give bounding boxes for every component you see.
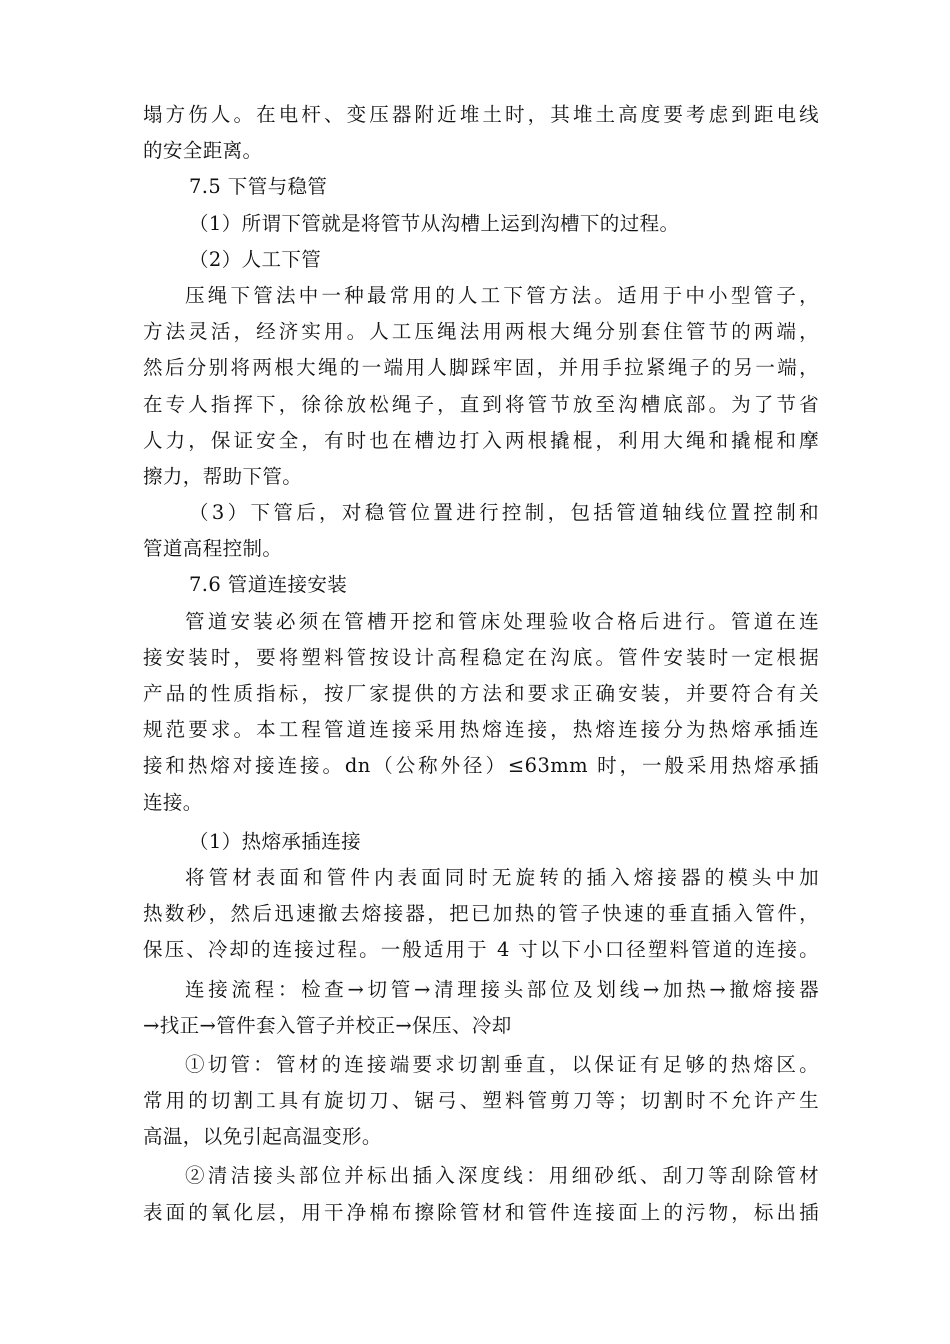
paragraph-line: 管道安装必须在管槽开挖和管床处理验收合格后进行。管道在连 bbox=[185, 609, 819, 633]
paragraph-line: →找正→管件套入管子并校正→保压、冷却 bbox=[143, 1013, 512, 1037]
paragraph-line: 擦力，帮助下管。 bbox=[143, 464, 303, 488]
subsection-heading: （1）热熔承插连接 bbox=[189, 829, 362, 853]
document-body bbox=[143, 97, 819, 1231]
list-item-1: （1）所谓下管就是将管节从沟槽上运到沟槽下的过程。 bbox=[189, 211, 680, 235]
paragraph-line: 连接流程：检查→切管→清理接头部位及划线→加热→撤熔接器 bbox=[185, 977, 819, 1001]
paragraph-line: 的安全距离。 bbox=[143, 139, 263, 163]
paragraph-line: 热数秒，然后迅速撤去熔接器，把已加热的管子快速的垂直插入管件， bbox=[143, 902, 819, 926]
paragraph-line: 接安装时，要将塑料管按设计高程稳定在沟底。管件安装时一定根据 bbox=[143, 645, 819, 669]
paragraph-line: 管道高程控制。 bbox=[143, 537, 283, 561]
paragraph-line: 将管材表面和管件内表面同时无旋转的插入熔接器的模头中加 bbox=[185, 865, 819, 889]
paragraph-line: 高温，以免引起高温变形。 bbox=[143, 1125, 382, 1149]
paragraph-line: 压绳下管法中一种最常用的人工下管方法。适用于中小型管子， bbox=[185, 283, 819, 307]
paragraph-line: ①切管：管材的连接端要求切割垂直，以保证有足够的热熔区。 bbox=[185, 1052, 819, 1076]
paragraph-line: 然后分别将两根大绳的一端用人脚踩牢固，并用手拉紧绳子的另一端， bbox=[143, 356, 819, 380]
paragraph-line: 人力，保证安全，有时也在槽边打入两根撬棍，利用大绳和撬棍和摩 bbox=[143, 428, 819, 452]
paragraph-line: 接和热熔对接连接。dn（公称外径）≤63mm 时，一般采用热熔承插 bbox=[143, 754, 819, 778]
section-heading-7-5: 7.5 下管与稳管 bbox=[189, 175, 328, 199]
paragraph-line: 塌方伤人。在电杆、变压器附近堆土时，其堆土高度要考虑到距电线 bbox=[143, 103, 819, 126]
paragraph-line: 连接。 bbox=[143, 790, 203, 814]
paragraph-line: 常用的切割工具有旋切刀、锯弓、塑料管剪刀等；切割时不允许产生 bbox=[143, 1089, 819, 1113]
paragraph-line: 保压、冷却的连接过程。一般适用于 4 寸以下小口径塑料管道的连接。 bbox=[143, 938, 819, 962]
paragraph-line: 产品的性质指标，按厂家提供的方法和要求正确安装，并要符合有关 bbox=[143, 682, 819, 705]
paragraph-line: 在专人指挥下，徐徐放松绳子，直到将管节放至沟槽底部。为了节省 bbox=[143, 392, 819, 416]
paragraph-line: 方法灵活，经济实用。人工压绳法用两根大绳分别套住管节的两端， bbox=[143, 320, 819, 344]
list-item-2: （2）人工下管 bbox=[189, 247, 322, 271]
paragraph-line: 规范要求。本工程管道连接采用热熔连接，热熔连接分为热熔承插连 bbox=[143, 718, 819, 742]
section-heading-7-6: 7.6 管道连接安装 bbox=[189, 573, 348, 597]
paragraph-line: ②清洁接头部位并标出插入深度线：用细砂纸、刮刀等刮除管材 bbox=[185, 1164, 819, 1188]
paragraph-line: 表面的氧化层，用干净棉布擦除管材和管件连接面上的污物，标出插 bbox=[143, 1200, 819, 1224]
list-item-3: （3）下管后，对稳管位置进行控制，包括管道轴线位置控制和 bbox=[189, 501, 819, 525]
